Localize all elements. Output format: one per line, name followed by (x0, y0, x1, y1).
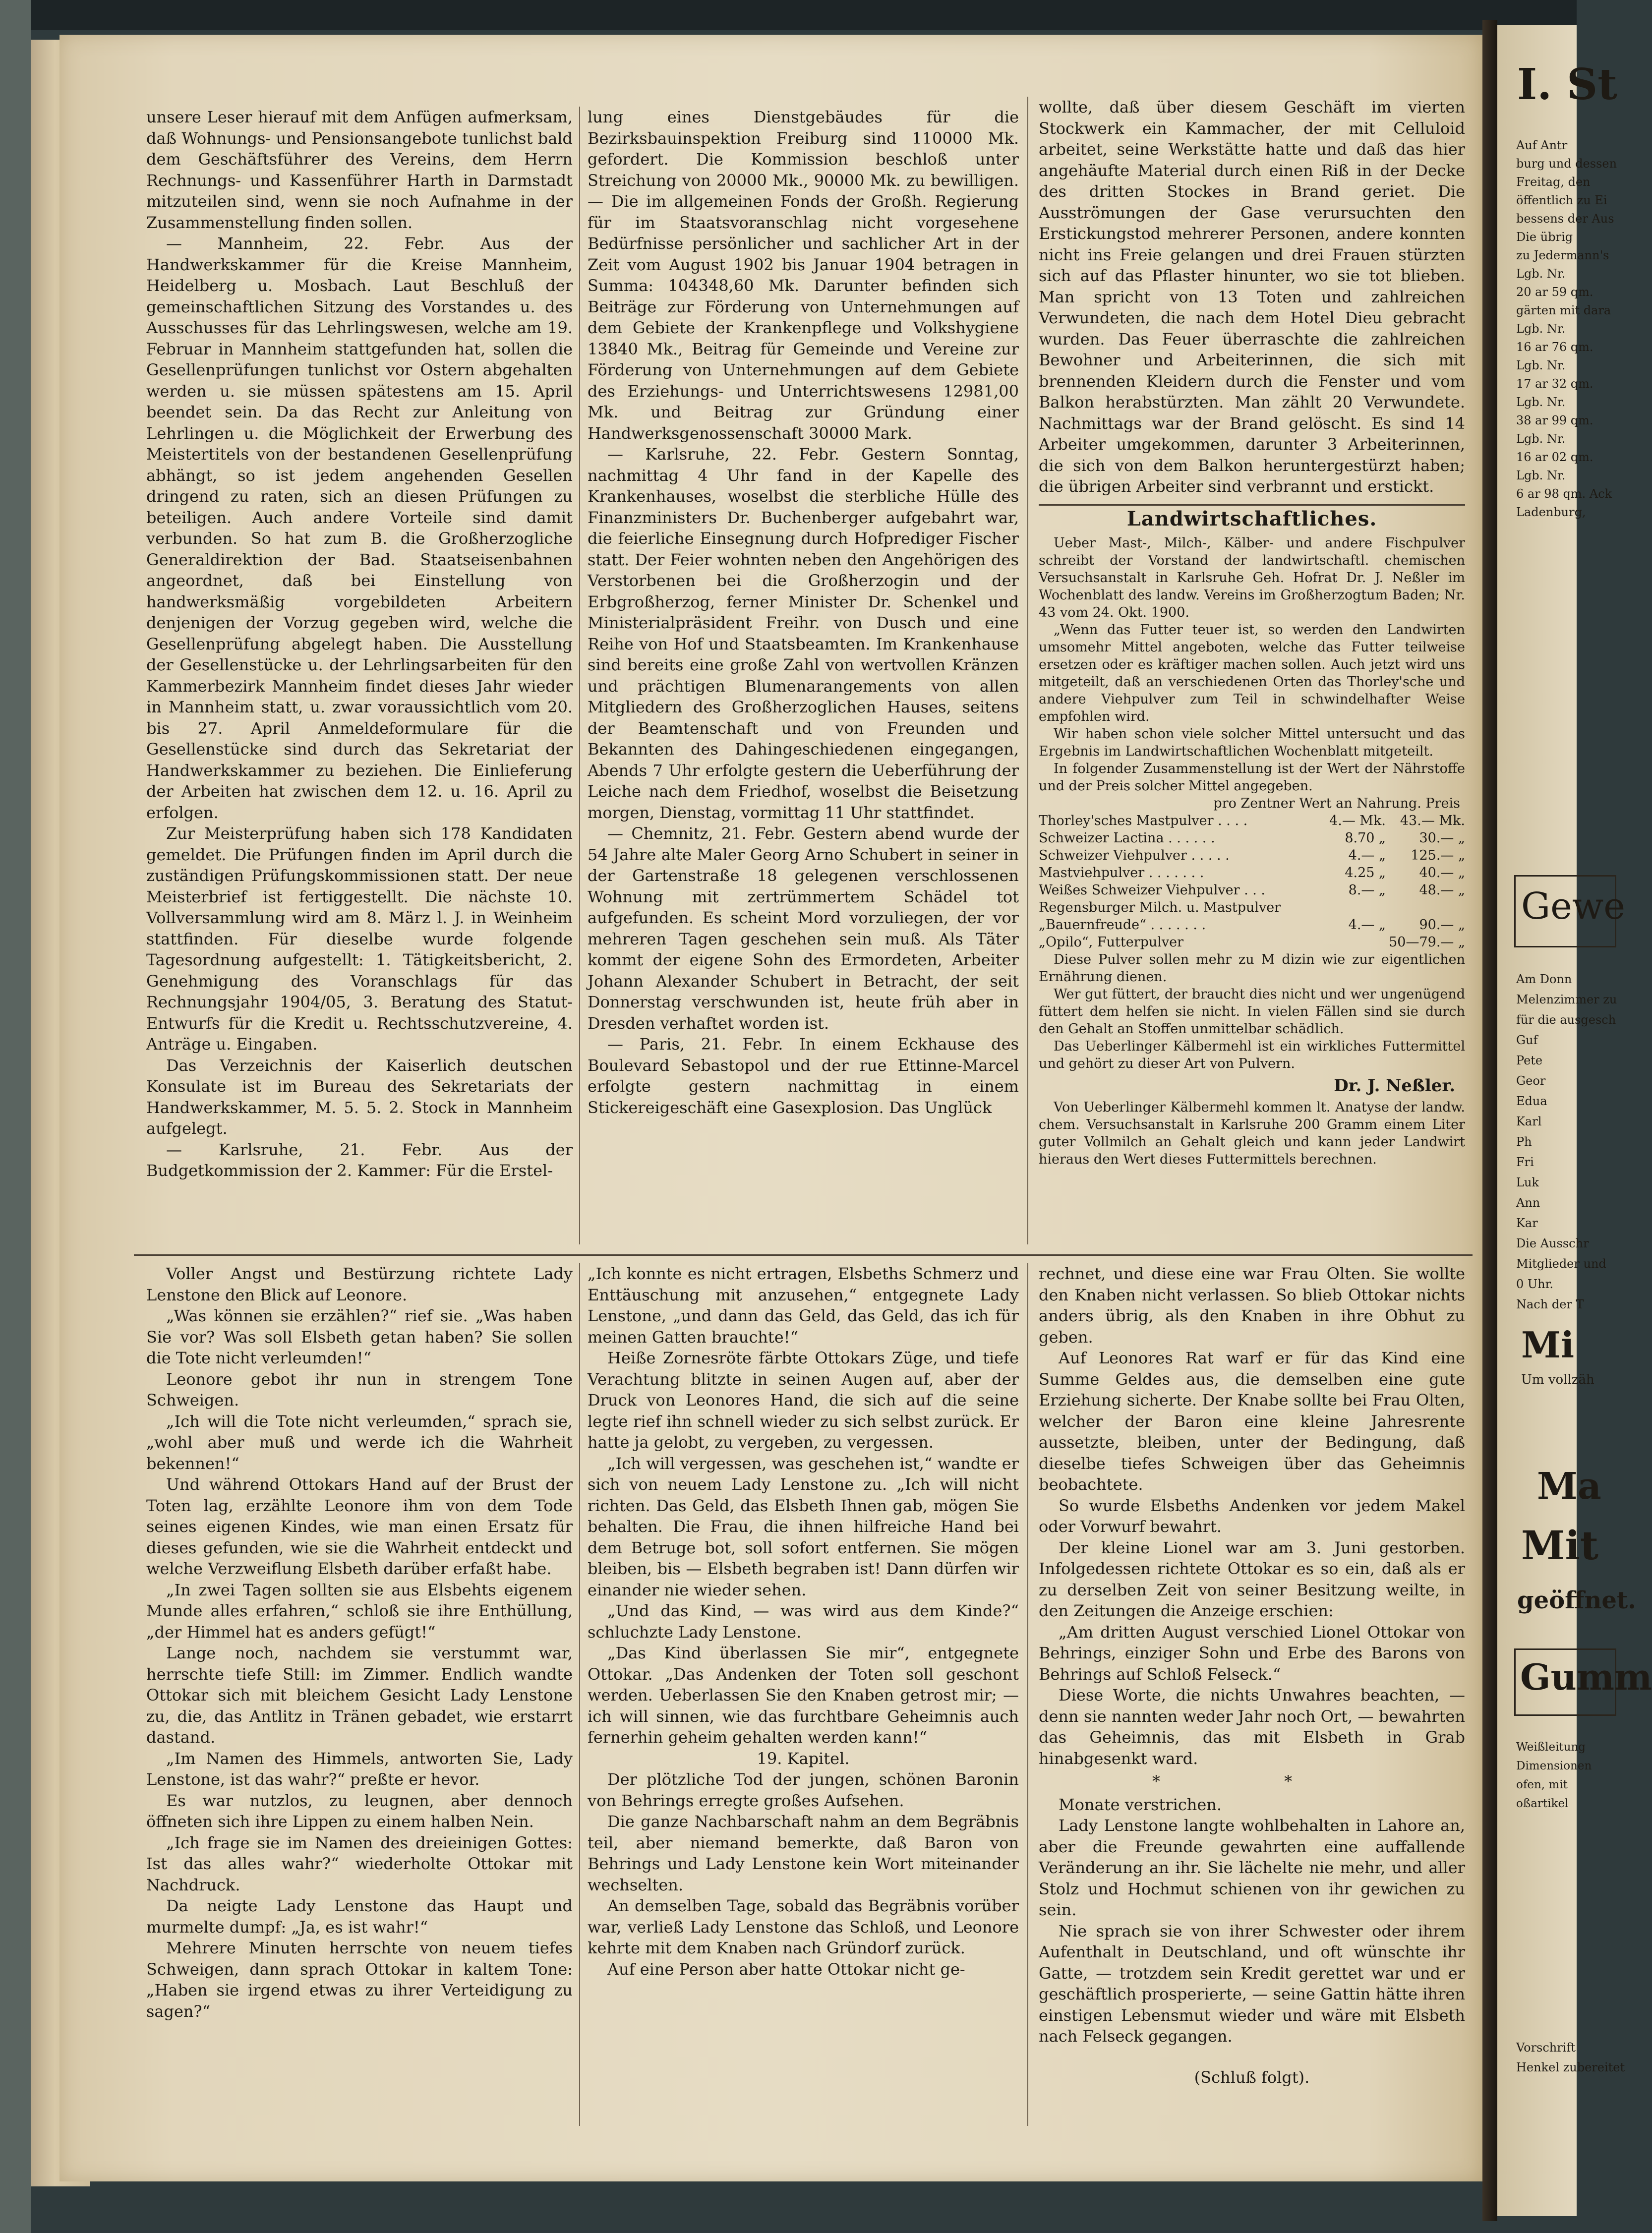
next-page-text (1516, 1738, 1592, 1813)
agri-intro: Ueber Mast-, Milch-, Kälber- und andere Fischpulver schreibt der Vorstand der landwirtschaftl. chemischen Versuchsanstalt in Karlsruhe Geh. Hofrat Dr. J. Neßler im Wochenblatt des landw. Vereins im Großherzogtum Baden; Nr. 43 vom 24. Okt. 1900. (1039, 535, 1465, 620)
paragraph: „In zwei Tagen sollten sie aus Elsbehts eigenem Munde alles erfahren,“ schloß sie ihre Enthüllung, „der Himmel hat es anders gefügt!“ (146, 1580, 573, 1642)
paragraph: lung eines Dienstgebäudes für die Bezirksbauinspektion Freiburg sind 110000 Mk. gefordert. Die Kommission beschloß unter Streichung von 20000 Mk., 90000 Mk. zu bewilligen. — Die im allgemeinen Fonds der Großh. Regierung für im Staatsvoranschlag nicht vorgesehene Bedürfnisse persönlicher und sachlicher Art in der Zeit vom August 1902 bis Januar 1904 betragen in Summa: 104348,60 Mk. Darunter befinden sich Beiträge zur Förderung von Unternehmungen auf dem Gebiete der Krankenpflege und Volkshygiene 13840 Mk., Beitrag für Gemeinde und Vereine zur Förderung von Unternehmungen auf dem Gebiete des Erziehungs- und Unterrichtswesens 12981,00 Mk. und Beitrag zur Gründung einer Handwerksgenossenschaft 30000 Mark. (588, 108, 1019, 443)
paragraph: Der kleine Lionel war am 3. Juni gestorben. Infolgedessen richtete Ottokar es so ein, daß als er zu derselben Zeit von seiner Besitzung weilte, in den Zeitungen die Anzeige erschien: (1039, 1538, 1465, 1620)
paragraph: Lady Lenstone langte wohlbehalten in Lahore an, aber die Freunde gewahrten eine auffallende Veränderung an ihr. Sie lächelte nie mehr, und aller Stolz und Hochmut schienen von ihr gewichen zu sein. (1039, 1816, 1465, 1919)
price-name: Schweizer Lactina . . . . . . (1039, 830, 1215, 846)
next-page-line: oßartikel (1516, 1797, 1569, 1810)
paragraph: An demselben Tage, sobald das Begräbnis vorüber war, verließ Lady Lenstone das Schloß, und Leonore kehrte mit dem Knaben nach Gründorf zurück. (588, 1896, 1019, 1957)
next-page-line: Ladenburg, (1516, 505, 1586, 519)
next-page-line: Henkel zubereitet (1516, 2060, 1625, 2074)
next-page-line: Weißleitung (1516, 1741, 1586, 1754)
price-price (1386, 899, 1465, 916)
story-column-2 (588, 1263, 1019, 1980)
price-price: 48.— „ (1419, 882, 1465, 898)
next-page-line: Ann (1516, 1196, 1540, 1210)
next-page-line: 0 Uhr. (1516, 1277, 1554, 1291)
column-3-news (1039, 97, 1465, 1168)
next-page-line: Lgb. Nr. (1516, 432, 1566, 446)
price-value: 4.— „ (1348, 917, 1386, 933)
price-value: 8.— „ (1348, 882, 1386, 898)
price-name: „Opilo“, Futterpulver (1039, 935, 1184, 950)
paragraph: Diese Worte, die nichts Unwahres beachten, — denn sie nannten weder Jahr noch Ort, — bewahrten das Geheimnis, das mit Elsbeth in Grab hinabgesenkt ward. (1039, 1686, 1465, 1768)
next-page-line: 6 ar 98 qm. Ack (1516, 487, 1612, 501)
paragraph: „Und das Kind, — was wird aus dem Kinde?“ schluchzte Lady Lenstone. (588, 1601, 1019, 1642)
section-separator: * * (1152, 1772, 1352, 1791)
next-page-line: Lgb. Nr. (1516, 358, 1566, 372)
next-page-line: Lgb. Nr. (1516, 267, 1566, 281)
paragraph: „Ich will die Tote nicht verleumden,“ sprach sie, „wohl aber muß und werde ich die Wahrheit bekennen!“ (146, 1411, 573, 1473)
paragraph: unsere Leser hierauf mit dem Anfügen aufmerksam, daß Wohnungs- und Pensionsangebote tunlichst bald dem Geschäftsführer des Vereins, dem Herrn Rechnungs- und Kassenführer Harth in Darmstadt mitzuteilen sind, wenn sie noch Aufnahme in der Zusammenstellung finden sollen. (146, 108, 573, 232)
agri-paragraph: „Wenn das Futter teuer ist, so werden den Landwirten umsomehr Mittel angeboten, welche das Futter teilweise ersetzen oder es kräftiger machen sollen. Auch jetzt wird uns mitgeteilt, daß an verschiedenen Orten das Thorley'sche und andere Viehpulver zum Teil in schwindelhafter Weise empfohlen wird. (1039, 622, 1465, 724)
next-page-line: Vorschrift (1516, 2041, 1576, 2055)
price-name: Mastviehpulver . . . . . . . (1039, 865, 1204, 881)
paragraph: — Mannheim, 22. Febr. Aus der Handwerkskammer für die Kreise Mannheim, Heidelberg u. Mosbach. Laut Beschluß der gemeinschaftlichen Sitzung des Vorstandes u. des Ausschusses für das Lehrlingswesen, welche am 19. Februar in Mannheim stattgefunden hat, sollen die Gesellenprüfungen tunlichst vor Ostern abgehalten werden u. sie müssen spätestens am 15. April beendet sein. Da das Recht zur Anleitung von Lehrlingen u. die Möglichkeit der Erwerbung des Meistertitels von der bestandenen Gesellenprüfung abhängt, so ist jedem angehenden Gesellen dringend zu raten, sich an diesen Prüfungen zu beteiligen. Auch andere Vorteile sind damit verbunden. So hat zum B. die Großherzogliche Generaldirektion der Bad. Staatseisenbahnen angeordnet, daß bei Einstellung von handwerksmäßig vorgebildeten Arbeitern denjenigen der Vorzug gegeben wird, welche die Gesellenprüfung abgelegt haben. Die Ausstellung der Gesellenstücke u. der Lehrlingsarbeiten für den Kammerbezirk Mannheim findet dieses Jahr wieder in Mannheim statt, u. zwar voraussichtlich vom 20. bis 27. April Anmeldeformulare für die Gesellenstücke sind durch das Sekretariat der Handwerkskammer zu beziehen. Die Einlieferung der Arbeiten hat zwischen dem 12. u. 16. April zu erfolgen. (146, 234, 573, 822)
column-rule (1027, 97, 1028, 1244)
price-row (1039, 881, 1465, 899)
paragraph: „Ich frage sie im Namen des dreieinigen Gottes: Ist das alles wahr?“ wiederholte Ottokar mit Nachdruck. (146, 1833, 573, 1894)
price-name: Thorley'sches Mastpulver . . . . (1039, 813, 1248, 828)
price-row (1039, 812, 1465, 829)
price-value: 4.— Mk. (1329, 813, 1386, 828)
price-price: 50—79.— „ (1389, 935, 1465, 950)
agri-paragraph: Von Ueberlinger Kälbermehl kommen lt. Anatyse der landw. chem. Versuchsanstalt in Karlsruhe 200 Gramm einem Liter guter Vollmilch an Gehalt gleich und kann jeder Landwirt hieraus den Wert dieses Futtermittels berechnen. (1039, 1099, 1465, 1167)
next-page-line: 16 ar 76 qm. (1516, 340, 1593, 354)
paragraph: Auf eine Person aber hatte Ottokar nicht ge- (607, 1959, 965, 1979)
next-page-line: Lgb. Nr. (1516, 469, 1566, 482)
price-row (1039, 847, 1465, 864)
next-page-line: 20 ar 59 qm. (1516, 285, 1593, 299)
next-page-text (1516, 969, 1617, 1315)
price-value: 4.— „ (1348, 848, 1386, 863)
next-page-line: Auf Antr (1516, 138, 1568, 152)
price-value (1311, 934, 1386, 951)
paragraph: wollte, daß über diesem Geschäft im vierten Stockwerk ein Kammacher, der mit Celluloid arbeitet, seine Werkstätte hatte und daß das hier angehäufte Material durch einen Riß in der Decke des dritten Stockes in Brand geriet. Die Ausströmungen der Gase verursuchten den Erstickungstod mehrerer Personen, andere konnten nicht ins Freie gelangen und drei Frauen stürzten sich auf das Pflaster hinunter, wo sie tot blieben. Man spricht von 13 Toten und zahlreichen Verwundeten, die nach dem Hotel Dieu gebracht wurden. Das Feuer überraschte die zahlreichen Bewohner und Arbeiterinnen, die sich mit brennenden Kleidern durch die Fenster und vom Balkon herabstürzten. Man zählt 20 Verwundete. Nachmittags war der Brand gelöscht. Es sind 14 Arbeiter umgekommen, darunter 3 Arbeiterinnen, die sich von dem Balkon heruntergestürzt haben; die übrigen Arbeiter sind verbrannt und erstickt. (1039, 98, 1465, 496)
next-page-header: I. St (1517, 59, 1617, 110)
paragraph: „Ich konnte es nicht ertragen, Elsbeths Schmerz und Enttäuschung mit anzusehen,“ entgegnete Lady Lenstone, „und dann das Geld, das Geld, das ich für meinen Gatten brauchte!“ (588, 1264, 1019, 1347)
scanner-frame-top (0, 0, 1577, 30)
next-page-line: für die ausgesch (1516, 1013, 1616, 1027)
next-page-line: Mitglieder und (1516, 1257, 1606, 1271)
price-name: „Bauernfreude“ . . . . . . . (1039, 917, 1206, 933)
story-column-3 (1039, 1263, 1465, 2088)
price-name: Schweizer Viehpulver . . . . . (1039, 848, 1230, 863)
price-price: 125.— „ (1411, 848, 1465, 863)
next-page-line: Geor (1516, 1074, 1546, 1088)
price-row (1039, 916, 1465, 934)
paragraph: Und während Ottokars Hand auf der Brust der Toten lag, erzählte Leonore ihm von dem Tode seines eigenen Kindes, wie man einen Ersatz für dieses gefunden, wie sie die Wahrheit entdeckt und welche Verzweiflung Elsbeth darüber erfaßt habe. (146, 1475, 573, 1578)
price-name: Regensburger Milch. u. Mastpulver (1039, 900, 1281, 915)
next-page-edge (1497, 25, 1652, 2216)
next-page-box-title: Gewe (1521, 885, 1626, 928)
next-page-line: Melenzimmer zu (1516, 993, 1617, 1006)
price-row (1039, 934, 1465, 951)
agri-paragraph: Diese Pulver sollen mehr zu M dizin wie zur eigentlichen Ernährung dienen. (1039, 952, 1465, 985)
paragraph: „Was können sie erzählen?“ rief sie. „Was haben Sie vor? Was soll Elsbeth getan haben? Sie sollen die Tote nicht verleumden!“ (146, 1306, 573, 1367)
paragraph: Lange noch, nachdem sie verstummt war, herrschte tiefe Still: im Zimmer. Endlich wandte Ottokar sich mit bleichem Gesicht Lady Lenstone zu, die, das Antlitz in Tränen gebadet, wie erstarrt dastand. (146, 1644, 573, 1747)
paragraph: Auf Leonores Rat warf er für das Kind eine Summe Geldes aus, die demselben eine gute Erziehung sicherte. Der Knabe sollte bei Frau Olten, welcher der Baron eine kleine Jahresrente aussetzte, bleiben, unter der Bedingung, daß dieselbe tiefes Schweigen über das Geheimnis beobachtete. (1039, 1349, 1465, 1494)
price-name: Weißes Schweizer Viehpulver . . . (1039, 882, 1266, 898)
story-column-1 (146, 1263, 573, 2022)
column-2-news (588, 107, 1019, 1118)
price-price: 40.— „ (1419, 865, 1465, 881)
next-page-ad-text: geöffnet. (1517, 1587, 1636, 1614)
signature: Dr. J. Neßler. (1334, 1076, 1455, 1096)
paragraph: — Chemnitz, 21. Febr. Gestern abend wurde der 54 Jahre alte Maler Georg Arno Schubert in seiner in der Gartenstraße 18 gelegenen verschlossenen Wohnung mit zertrümmertem Schädel tot aufgefunden. Es scheint Mord vorzuliegen, der vor mehreren Tagen geschehen sein muß. Als Täter kommt der eigene Sohn des Ermordeten, Arbeiter Johann Alexander Schubert in Betracht, der seit Donnerstag verschwunden ist, heute früh aber in Dresden verhaftet worden ist. (588, 824, 1019, 1033)
price-price: 90.— „ (1419, 917, 1465, 933)
book-gutter (1482, 20, 1497, 2221)
paragraph: Heiße Zornesröte färbte Ottokars Züge, und tiefe Verachtung blitzte in seinen Augen auf, aber der Druck von Leonores Hand, die sich auf die seine legte rief ihn schnell wieder zu sich selbst zurück. Er hatte ja gelobt, zu vergeben, zu vergessen. (588, 1349, 1019, 1452)
paragraph: Leonore gebot ihr nun in strengem Tone Schweigen. (146, 1369, 573, 1410)
price-value (1311, 899, 1386, 916)
paragraph: „Das Kind überlassen Sie mir“, entgegnete Ottokar. „Das Andenken der Toten soll geschont werden. Ueberlassen Sie den Knaben getrost mir; — ich will sinnen, wie das furchtbare Geheimnis auch fernerhin geheim gehalten werden kann!“ (588, 1644, 1019, 1747)
paragraph: Die ganze Nachbarschaft nahm an dem Begräbnis teil, aber niemand bemerkte, daß Baron von Behrings und Lady Lenstone kein Wort miteinander wechselten. (588, 1812, 1019, 1894)
column-rule (579, 1263, 580, 2126)
next-page-line: Ph (1516, 1135, 1532, 1149)
price-price: 43.— Mk. (1400, 813, 1465, 828)
paragraph: Nie sprach sie von ihrer Schwester oder ihrem Aufenthalt in Deutschland, und oft wünschte ihr Gatte, — trotzdem sein Kredit gerettet war und er geschäftlich prosperierte, — seine Gattin hätte ihren einstigen Lebensmut wieder und wäre mit Elsbeth nach Felseck gegangen. (1039, 1921, 1465, 2046)
next-page-line: Dimensionen (1516, 1760, 1592, 1772)
next-page-ad-title: Mi (1521, 1324, 1575, 1366)
next-page-line: Lgb. Nr. (1516, 322, 1566, 336)
next-page-line: Am Donn (1516, 972, 1572, 986)
next-page-line: zu Jedermann's (1516, 248, 1609, 262)
price-value: 4.25 „ (1345, 865, 1386, 881)
agri-paragraph: Wir haben schon viele solcher Mittel untersucht und das Ergebnis im Landwirtschaftlichen Wochenblatt mitgeteilt. (1039, 726, 1465, 759)
paragraph: (Schluß folgt). (1194, 2067, 1310, 2087)
price-value: 8.70 „ (1345, 830, 1386, 846)
next-page-ad-text: Um vollzäh (1521, 1372, 1594, 1387)
next-page-line: 38 ar 99 qm. (1516, 413, 1593, 427)
column-1-news (146, 107, 573, 1181)
agri-paragraph: Wer gut füttert, der braucht dies nicht und wer ungenügend füttert dem helfen sie nicht. In vielen Fällen sind sie durch den Gehalt an Stoffen unmittelbar schädlich. (1039, 987, 1465, 1037)
paragraph: Monate verstrichen. (1059, 1795, 1222, 1814)
price-price: 30.— „ (1419, 830, 1465, 846)
column-rule (1027, 1263, 1028, 2126)
next-page-line: Lgb. Nr. (1516, 395, 1566, 409)
next-page-line: öffentlich zu Ei (1516, 193, 1607, 207)
paragraph: Das Verzeichnis der Kaiserlich deutschen Konsulate ist im Bureau des Sekretariats der Handwerkskammer, M. 5. 5. 2. Stock in Mannheim aufgelegt. (146, 1056, 573, 1138)
next-page-line: gärten mit dara (1516, 303, 1611, 317)
next-page-line: Kar (1516, 1216, 1538, 1230)
paragraph: Zur Meisterprüfung haben sich 178 Kandidaten gemeldet. Die Prüfungen finden im April durch die zuständigen Prüfungskommissionen statt. Der neue Meisterbrief ist fertiggestellt. Die nächste 10. Vollversammlung wird am 8. März l. J. in Weinheim stattfinden. Für dieselbe wurde folgende Tagesordnung aufgestellt: 1. Tätigkeitsbericht, 2. Genehmigung des Voranschlags für das Rechnungsjahr 1904/05, 3. Beratung des Statut- Entwurfs für die Kredit u. Rechtsschutzvereine, 4. Anträge u. Eingaben. (146, 824, 573, 1054)
price-table (1039, 812, 1465, 951)
price-row (1039, 864, 1465, 881)
paragraph: Voller Angst und Bestürzung richtete Lady Lenstone den Blick auf Leonore. (146, 1264, 573, 1304)
next-page-line: Die übrig (1516, 230, 1573, 244)
next-page-line: Fri (1516, 1155, 1534, 1169)
paragraph: — Karlsruhe, 22. Febr. Gestern Sonntag, nachmittag 4 Uhr fand in der Kapelle des Krankenhauses, woselbst die sterbliche Hülle des Finanzministers Dr. Buchenberger aufgebahrt war, die feierliche Einsegnung durch Hofprediger Fischer statt. Der Feier wohnten neben den Angehörigen des Verstorbenen bei die Großherzogin und der Erbgroßherzog, ferner Minister Dr. Schenkel und Ministerialpräsident Freihr. von Dusch und eine Reihe von Hof und Staatsbeamten. Im Krankenhause sind bereits eine große Zahl von wertvollen Kränzen und prächtigen Blumenarangements von allen Mitgliedern des Großherzoglichen Hauses, seitens der Beamtenschaft und von Freunden und Bekannten des Dahingeschiedenen eingegangen, Abends 7 Uhr erfolgte gestern die Ueberführung der Leiche nach dem Friedhof, woselbst die Beisetzung morgen, Dienstag, vormittag 11 Uhr stattfindet. (588, 445, 1019, 822)
next-page-line: Die Ausschr (1516, 1236, 1589, 1250)
next-page-line: Luk (1516, 1175, 1539, 1189)
paragraph: „Im Namen des Himmels, antworten Sie, Lady Lenstone, ist das wahr?“ preßte er hevor. (146, 1749, 573, 1789)
price-row (1039, 899, 1465, 916)
next-page-ad-title: Mit (1521, 1522, 1598, 1569)
paragraph: rechnet, und diese eine war Frau Olten. Sie wollte den Knaben nicht verlassen. So blieb Ottokar nichts anders übrig, als den Knaben in ihre Obhut zu geben. (1039, 1264, 1465, 1347)
price-table-header: pro Zentner Wert an Nahrung. Preis (1213, 796, 1460, 811)
column-rule (579, 107, 580, 1244)
next-page-line: Pete (1516, 1054, 1543, 1067)
paragraph: „Ich will vergessen, was geschehen ist,“ wandte er sich von neuem Lady Lenstone zu. „Ich will nicht richten. Das Geld, das Elsbeth Ihnen gab, mögen Sie behalten. Die Frau, die ihnen hilfreiche Hand bei dem Betruge bot, soll sofort entfernen. Sie mögen bleiben, bis — Elsbeth begraben ist! Dann dürfen wir einander nie wieder sehen. (588, 1454, 1019, 1599)
paragraph: So wurde Elsbeths Andenken vor jedem Makel oder Vorwurf bewahrt. (1039, 1496, 1465, 1536)
paragraph: 19. Kapitel. (757, 1749, 850, 1768)
next-page-line: 16 ar 02 qm. (1516, 450, 1593, 464)
paragraph: Es war nutzlos, zu leugnen, aber dennoch öffneten sich ihre Lippen zu einem halben Nein. (146, 1791, 573, 1831)
paragraph: „Am dritten August verschied Lionel Ottokar von Behrings, einziger Sohn und Erbe des Barons von Behrings auf Schloß Felseck.“ (1039, 1622, 1465, 1684)
next-page-ad-title: Gumm (1520, 1656, 1652, 1698)
next-page-line: burg und dessen (1516, 157, 1617, 171)
next-page-line: bessens der Aus (1516, 212, 1614, 226)
agriculture-heading: Landwirtschaftliches. (1126, 507, 1377, 530)
paragraph: — Paris, 21. Febr. In einem Eckhause des Boulevard Sebastopol und der rue Ettinne-Marcel erfolgte gestern nachmittag in einem Stickereigeschäft eine Gasexplosion. Das Unglück (588, 1035, 1019, 1117)
agri-paragraph: Das Ueberlinger Kälbermehl ist ein wirkliches Futtermittel und gehört zu dieser Art von Pulvern. (1039, 1039, 1465, 1071)
next-page-line: 17 ar 32 qm. (1516, 377, 1593, 391)
next-page-line: Guf (1516, 1033, 1538, 1047)
agri-paragraph: In folgender Zusammenstellung ist der Wert der Nährstoffe und der Preis solcher Mittel angegeben. (1039, 761, 1465, 794)
feuilleton-rule (134, 1254, 1473, 1256)
paragraph: Da neigte Lady Lenstone das Haupt und murmelte dumpf: „Ja, es ist wahr!“ (146, 1896, 573, 1937)
price-row (1039, 829, 1465, 847)
next-page-text (1516, 2038, 1625, 2077)
paragraph: — Karlsruhe, 21. Febr. Aus der Budgetkommission der 2. Kammer: Für die Erstel- (146, 1140, 573, 1180)
paragraph: Der plötzliche Tod der jungen, schönen Baronin von Behrings erregte großes Aufsehen. (588, 1770, 1019, 1810)
next-page-line: Freitag, den (1516, 175, 1591, 189)
next-page-text (1516, 136, 1617, 522)
scanner-frame-left (0, 0, 31, 2233)
paragraph: Mehrere Minuten herrschte von neuem tiefes Schweigen, dann sprach Ottokar in kaltem Tone: „Haben sie irgend etwas zu ihrer Verteidigung zu sagen?“ (146, 1939, 573, 2021)
next-page-line: Nach der T (1516, 1297, 1584, 1311)
section-rule (1039, 504, 1465, 506)
next-page-line: Karl (1516, 1115, 1542, 1128)
next-page-line: ofen, mit (1516, 1778, 1568, 1791)
next-page-ad-title: Ma (1537, 1465, 1601, 1508)
next-page-line: Edua (1516, 1094, 1547, 1108)
